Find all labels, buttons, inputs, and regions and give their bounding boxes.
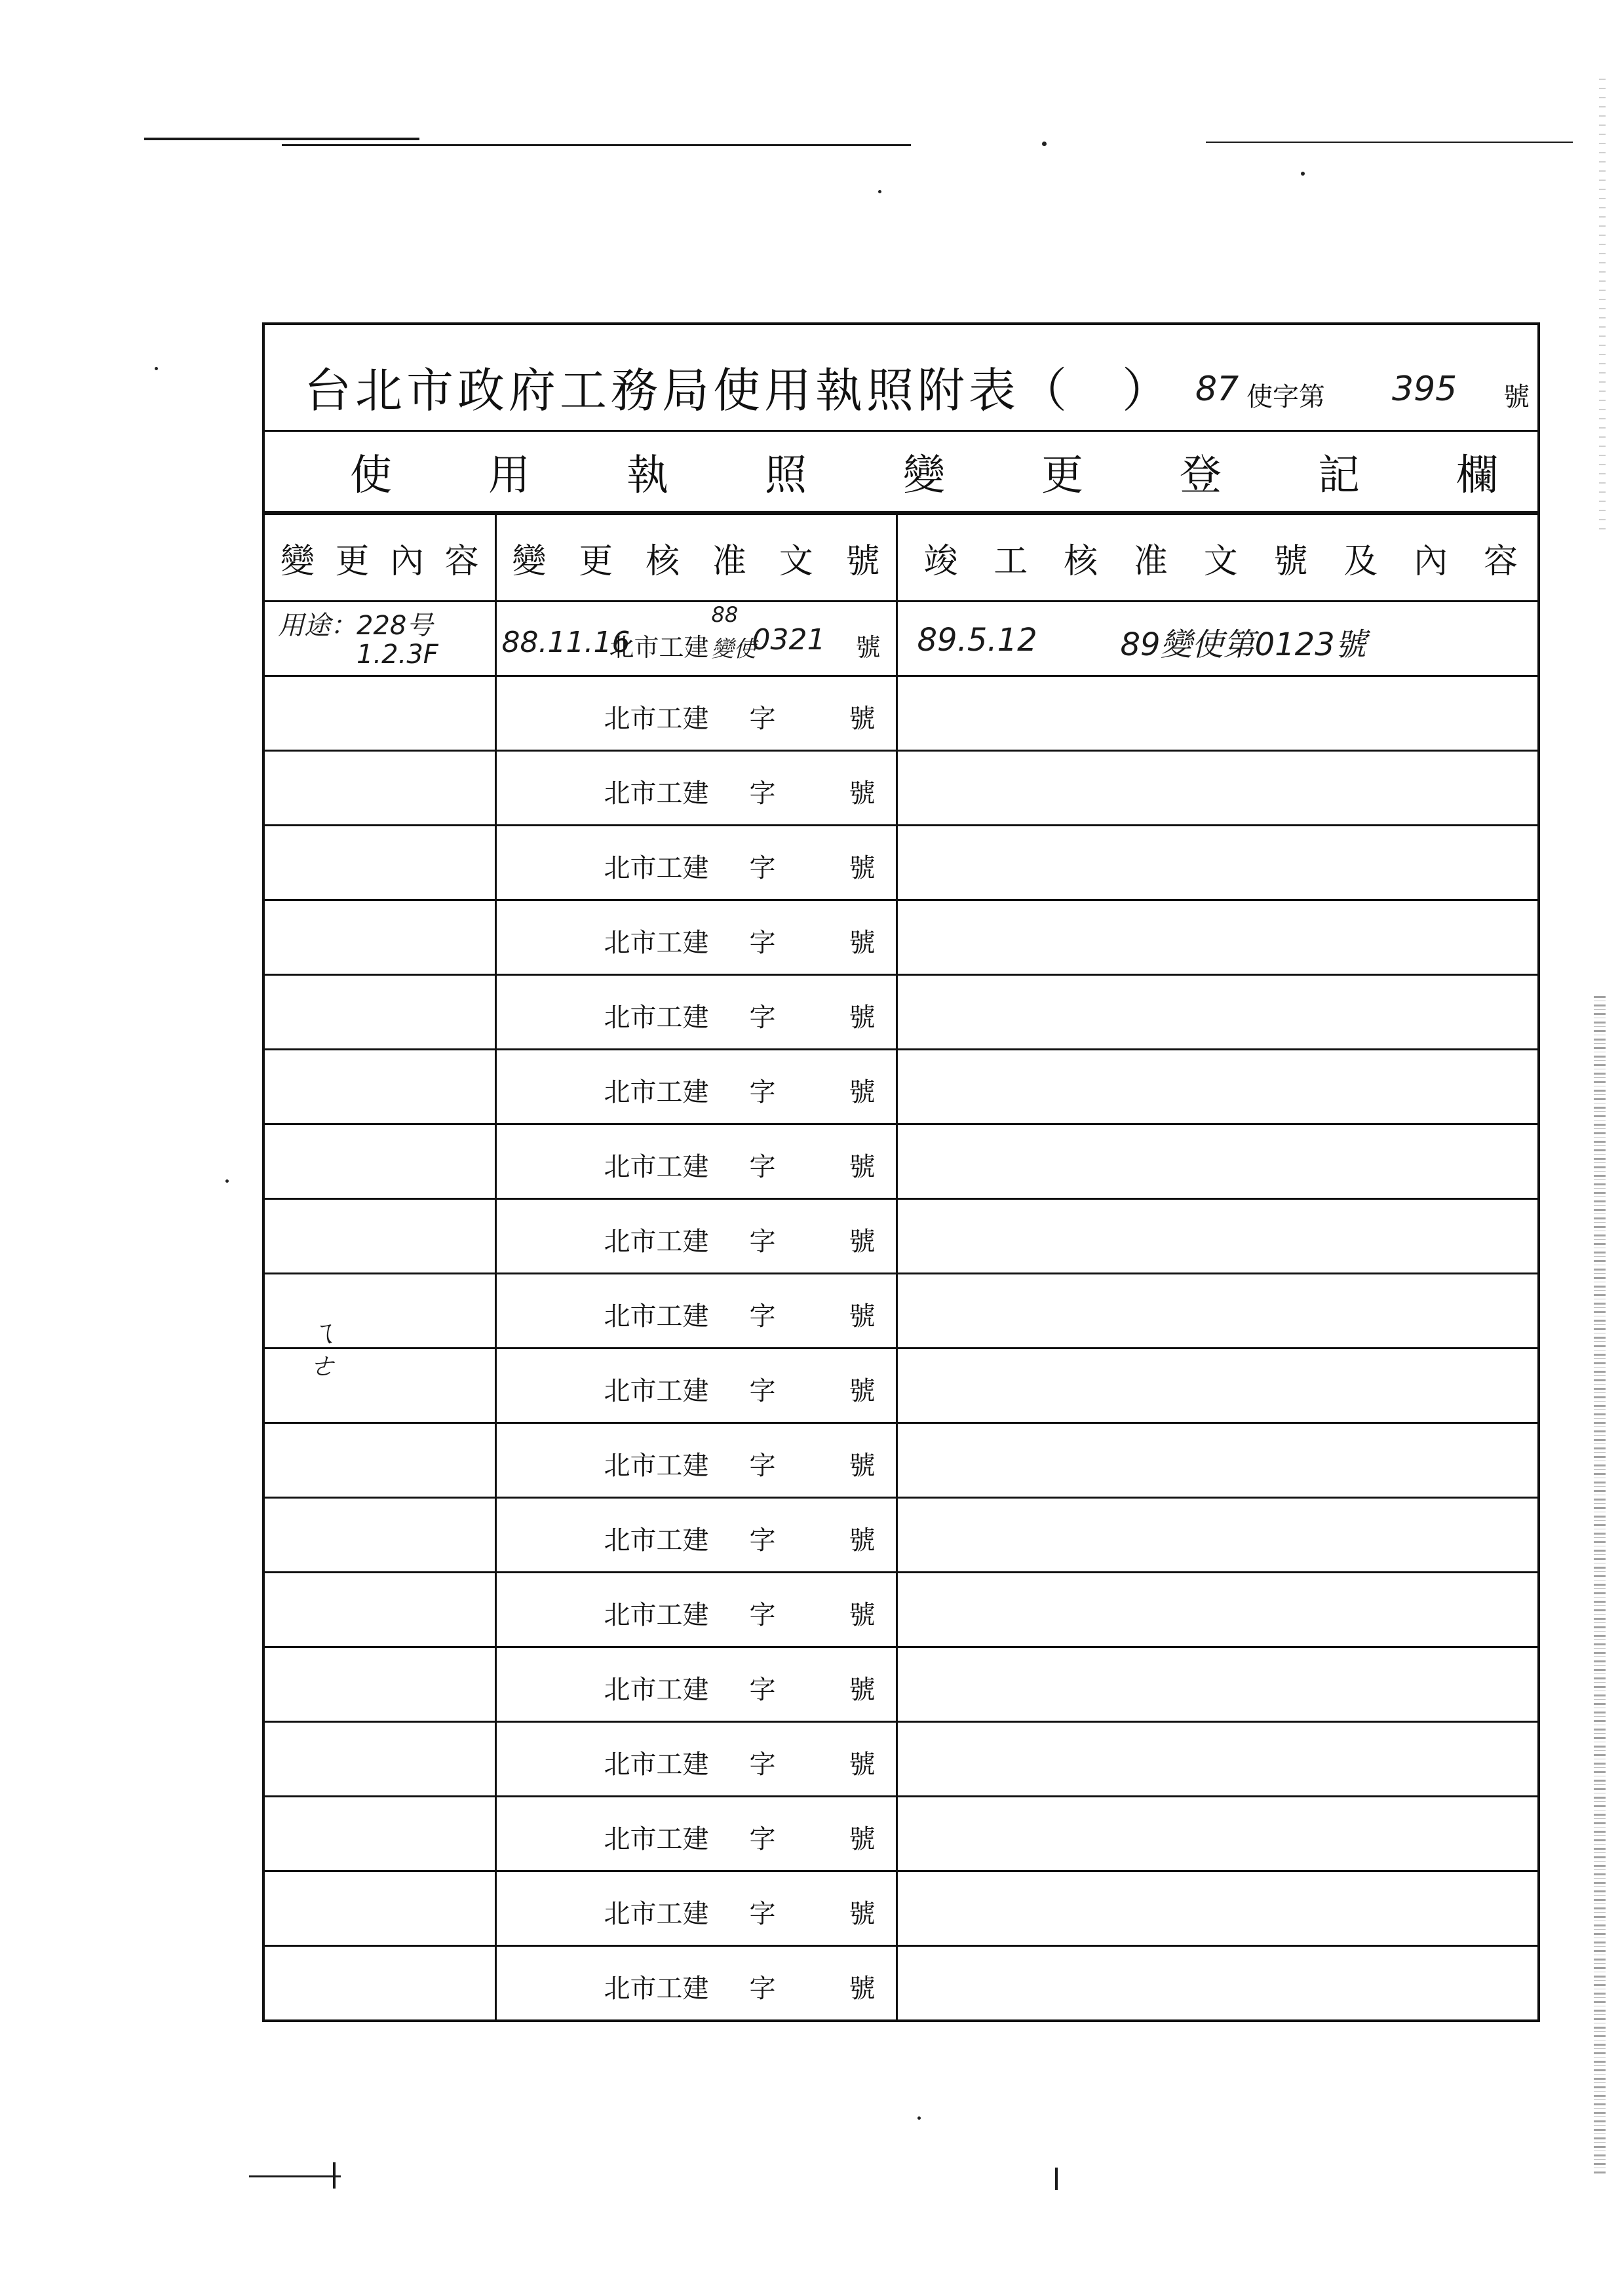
permit-number-value: 395 bbox=[1392, 370, 1457, 409]
header-completion-ref-content: 竣 工 核 准 文 號 及 內 容 bbox=[897, 514, 1537, 602]
scan-artifact-bottom bbox=[333, 2162, 336, 2189]
approval-ref-template bbox=[604, 1520, 876, 1557]
table-row bbox=[265, 826, 1537, 900]
cell-completion-ref-content bbox=[897, 1573, 1537, 1647]
ref-hao: 號 bbox=[849, 1600, 876, 1630]
table-row bbox=[265, 1050, 1537, 1124]
cell-change-content bbox=[265, 1946, 495, 2020]
cell-change-content bbox=[265, 1498, 495, 1573]
ref-hao: 號 bbox=[849, 1525, 876, 1556]
cell-change-approval-ref bbox=[495, 1722, 897, 1797]
header-change-approval-ref: 變 更 核 准 文 號 bbox=[495, 514, 897, 602]
cell-change-approval-ref bbox=[495, 751, 897, 826]
approval-ref-template bbox=[604, 922, 876, 959]
cell-completion-ref-content bbox=[897, 1349, 1537, 1423]
ref-hao: 號 bbox=[849, 1376, 876, 1406]
cell-change-content bbox=[265, 1274, 495, 1349]
scan-edge-noise bbox=[1599, 79, 1606, 537]
cell-change-content bbox=[265, 1647, 495, 1722]
ref-zi: 字 bbox=[749, 1227, 776, 1257]
permit-number bbox=[1195, 370, 1530, 415]
form-title: 台北市政府工務局使用執照附表（ ） bbox=[304, 363, 1174, 418]
scan-speck bbox=[917, 2116, 921, 2120]
approval-ref-template bbox=[604, 1968, 876, 2005]
approval-ref-template bbox=[604, 1221, 876, 1258]
ref-zi: 字 bbox=[749, 1675, 776, 1705]
cell-change-approval-ref bbox=[495, 1573, 897, 1647]
ref-prefix: 北市工建 bbox=[604, 1003, 709, 1033]
table-row bbox=[265, 900, 1537, 975]
section-title: 使 用 執 照 變 更 登 記 欄 bbox=[265, 432, 1537, 513]
ref-hao: 號 bbox=[849, 1675, 876, 1705]
cell-change-content bbox=[265, 676, 495, 751]
ref-prefix: 北市工建 bbox=[604, 1451, 709, 1481]
cell-completion-ref-content bbox=[897, 975, 1537, 1050]
ref-zi: 字 bbox=[749, 778, 776, 809]
cell-change-approval-ref bbox=[495, 1871, 897, 1946]
cell-change-approval-ref bbox=[495, 1946, 897, 2020]
permit-suffix: 號 bbox=[1503, 382, 1530, 412]
approval-ref-template bbox=[604, 698, 876, 735]
cell-completion-ref-content bbox=[897, 1946, 1537, 2020]
ref-hao: 號 bbox=[849, 1974, 876, 2004]
scan-speck bbox=[225, 1179, 229, 1183]
ref-hao: 號 bbox=[849, 1227, 876, 1257]
ref-zi: 字 bbox=[749, 1376, 776, 1406]
cell-change-content bbox=[265, 751, 495, 826]
ref-hao: 號 bbox=[849, 1301, 876, 1331]
table-row bbox=[265, 1349, 1537, 1423]
cell-change-approval-ref bbox=[495, 1647, 897, 1722]
scan-artifact-top bbox=[144, 138, 419, 140]
cell-change-content bbox=[265, 975, 495, 1050]
scan-speck bbox=[1042, 142, 1047, 146]
table-row bbox=[265, 1199, 1537, 1274]
approval-ref-template bbox=[604, 1669, 876, 1706]
cell-completion-ref-content bbox=[897, 826, 1537, 900]
ref-hao: 號 bbox=[849, 778, 876, 809]
cell-change-content bbox=[265, 1050, 495, 1124]
cell-change-content bbox=[265, 900, 495, 975]
ref-zi: 字 bbox=[749, 1600, 776, 1630]
ref-hao: 號 bbox=[849, 928, 876, 958]
cell-change-content bbox=[265, 1423, 495, 1498]
approval-ref-template bbox=[604, 1071, 876, 1109]
scan-edge-noise bbox=[1594, 996, 1606, 2175]
table-row bbox=[265, 1573, 1537, 1647]
cell-change-approval-ref bbox=[495, 1498, 897, 1573]
ref-prefix: 北市工建 bbox=[604, 1077, 709, 1107]
cell-change-content bbox=[265, 1871, 495, 1946]
cell-completion-ref-content bbox=[897, 1647, 1537, 1722]
form-title-row bbox=[265, 325, 1537, 432]
ref-prefix: 北市工建 bbox=[604, 1152, 709, 1182]
permit-attachment-form bbox=[262, 322, 1540, 2022]
scan-artifact-bottom bbox=[249, 2175, 341, 2177]
table-header-row bbox=[265, 514, 1537, 602]
ref-zi: 字 bbox=[749, 1152, 776, 1182]
ref-hao: 號 bbox=[849, 1152, 876, 1182]
table-row bbox=[265, 602, 1537, 676]
approval-ref-template bbox=[604, 847, 876, 885]
approval-ref-template bbox=[604, 773, 876, 810]
ref-zi: 字 bbox=[749, 1003, 776, 1033]
cell-change-content bbox=[265, 826, 495, 900]
ref-zi: 字 bbox=[749, 704, 776, 734]
ref-zi: 字 bbox=[749, 1451, 776, 1481]
ref-zi: 字 bbox=[749, 1301, 776, 1331]
approval-ref-template bbox=[604, 1295, 876, 1333]
cell-completion-ref-content bbox=[897, 1498, 1537, 1573]
ref-prefix: 北市工建 bbox=[604, 1824, 709, 1854]
cell-change-approval-ref bbox=[495, 1199, 897, 1274]
ref-hao: 號 bbox=[849, 1824, 876, 1854]
cell-change-approval-ref bbox=[495, 1797, 897, 1871]
table-row bbox=[265, 1423, 1537, 1498]
approval-ref-template bbox=[604, 1146, 876, 1183]
cell-change-content bbox=[265, 1124, 495, 1199]
ref-zi: 字 bbox=[749, 1974, 776, 2004]
ref-hao: 號 bbox=[849, 1750, 876, 1780]
cell-completion-ref-content bbox=[897, 676, 1537, 751]
ref-prefix: 北市工建 bbox=[604, 704, 709, 734]
ref-prefix: 北市工建 bbox=[604, 853, 709, 883]
cell-change-approval-ref bbox=[495, 1050, 897, 1124]
ref-prefix: 北市工建 bbox=[604, 1675, 709, 1705]
table-row bbox=[265, 1871, 1537, 1946]
cell-change-content bbox=[265, 1199, 495, 1274]
ref-hao: 號 bbox=[849, 1077, 876, 1107]
table-row bbox=[265, 1797, 1537, 1871]
cell-change-approval-ref: 88.11.16 北市工建 88 變使 0321 號 bbox=[495, 602, 897, 676]
cell-change-approval-ref bbox=[495, 1349, 897, 1423]
ref-zi: 字 bbox=[749, 1824, 776, 1854]
header-change-content: 變 更 內 容 bbox=[265, 514, 495, 602]
cell-completion-ref-content bbox=[897, 751, 1537, 826]
approval-ref-template bbox=[604, 1818, 876, 1856]
ref-prefix: 北市工建 bbox=[604, 1750, 709, 1780]
cell-change-content bbox=[265, 1797, 495, 1871]
ref-prefix: 北市工建 bbox=[604, 1974, 709, 2004]
cell-completion-ref-content bbox=[897, 900, 1537, 975]
cell-change-content bbox=[265, 1349, 495, 1423]
table-row bbox=[265, 975, 1537, 1050]
cell-change-approval-ref bbox=[495, 900, 897, 975]
cell-completion-ref-content bbox=[897, 1124, 1537, 1199]
scan-artifact-bottom bbox=[1055, 2168, 1058, 2190]
table-row bbox=[265, 1946, 1537, 2020]
table-row bbox=[265, 1722, 1537, 1797]
ref-prefix: 北市工建 bbox=[604, 1600, 709, 1630]
cell-change-approval-ref bbox=[495, 1124, 897, 1199]
table-row bbox=[265, 676, 1537, 751]
ref-zi: 字 bbox=[749, 1899, 776, 1929]
cell-completion-ref-content bbox=[897, 1871, 1537, 1946]
ref-prefix: 北市工建 bbox=[604, 1227, 709, 1257]
approval-ref-template bbox=[604, 1893, 876, 1930]
cell-change-approval-ref bbox=[495, 1423, 897, 1498]
scan-artifact-top bbox=[282, 144, 911, 146]
permit-year: 87 bbox=[1195, 370, 1239, 409]
cell-completion-ref-content bbox=[897, 1199, 1537, 1274]
ref-prefix: 北市工建 bbox=[604, 1525, 709, 1556]
ref-hao: 號 bbox=[849, 1451, 876, 1481]
ref-zi: 字 bbox=[749, 1750, 776, 1780]
table-row bbox=[265, 751, 1537, 826]
ref-prefix: 北市工建 bbox=[604, 1301, 709, 1331]
cell-completion-ref-content bbox=[897, 1423, 1537, 1498]
cell-change-content: 用途：228号 1.2.3F bbox=[265, 602, 495, 676]
ref-zi: 字 bbox=[749, 928, 776, 958]
ref-hao: 號 bbox=[849, 704, 876, 734]
cell-change-approval-ref bbox=[495, 676, 897, 751]
cell-completion-ref-content bbox=[897, 1722, 1537, 1797]
ref-hao: 號 bbox=[849, 1899, 876, 1929]
cell-change-approval-ref bbox=[495, 826, 897, 900]
cell-change-approval-ref bbox=[495, 1274, 897, 1349]
cell-completion-ref-content: 89.5.12 89變使第0123號 bbox=[897, 602, 1537, 676]
cell-change-content bbox=[265, 1573, 495, 1647]
scan-speck bbox=[155, 367, 158, 370]
ref-zi: 字 bbox=[749, 1525, 776, 1556]
cell-completion-ref-content bbox=[897, 1050, 1537, 1124]
table-row bbox=[265, 1498, 1537, 1573]
ref-hao: 號 bbox=[849, 853, 876, 883]
ref-prefix: 北市工建 bbox=[604, 928, 709, 958]
table-row bbox=[265, 1124, 1537, 1199]
ref-prefix: 北市工建 bbox=[604, 1899, 709, 1929]
ref-prefix: 北市工建 bbox=[604, 1376, 709, 1406]
table-row bbox=[265, 1647, 1537, 1722]
ref-zi: 字 bbox=[749, 853, 776, 883]
scan-speck bbox=[1301, 172, 1305, 176]
cell-completion-ref-content bbox=[897, 1274, 1537, 1349]
approval-ref-template bbox=[604, 1594, 876, 1632]
scan-artifact-top bbox=[1206, 142, 1573, 143]
approval-ref-template bbox=[604, 1445, 876, 1482]
change-register-table bbox=[265, 513, 1537, 2019]
approval-ref-template bbox=[604, 997, 876, 1034]
cell-change-content bbox=[265, 1722, 495, 1797]
cell-completion-ref-content bbox=[897, 1797, 1537, 1871]
margin-handwritten-mark: ㄟㄜ bbox=[308, 1316, 337, 1383]
ref-prefix: 北市工建 bbox=[604, 778, 709, 809]
cell-change-approval-ref bbox=[495, 975, 897, 1050]
scan-speck bbox=[878, 190, 881, 193]
ref-zi: 字 bbox=[749, 1077, 776, 1107]
approval-ref-template bbox=[604, 1370, 876, 1407]
ref-hao: 號 bbox=[849, 1003, 876, 1033]
permit-prefix: 使字第 bbox=[1246, 382, 1325, 412]
table-row bbox=[265, 1274, 1537, 1349]
approval-ref-template bbox=[604, 1744, 876, 1781]
